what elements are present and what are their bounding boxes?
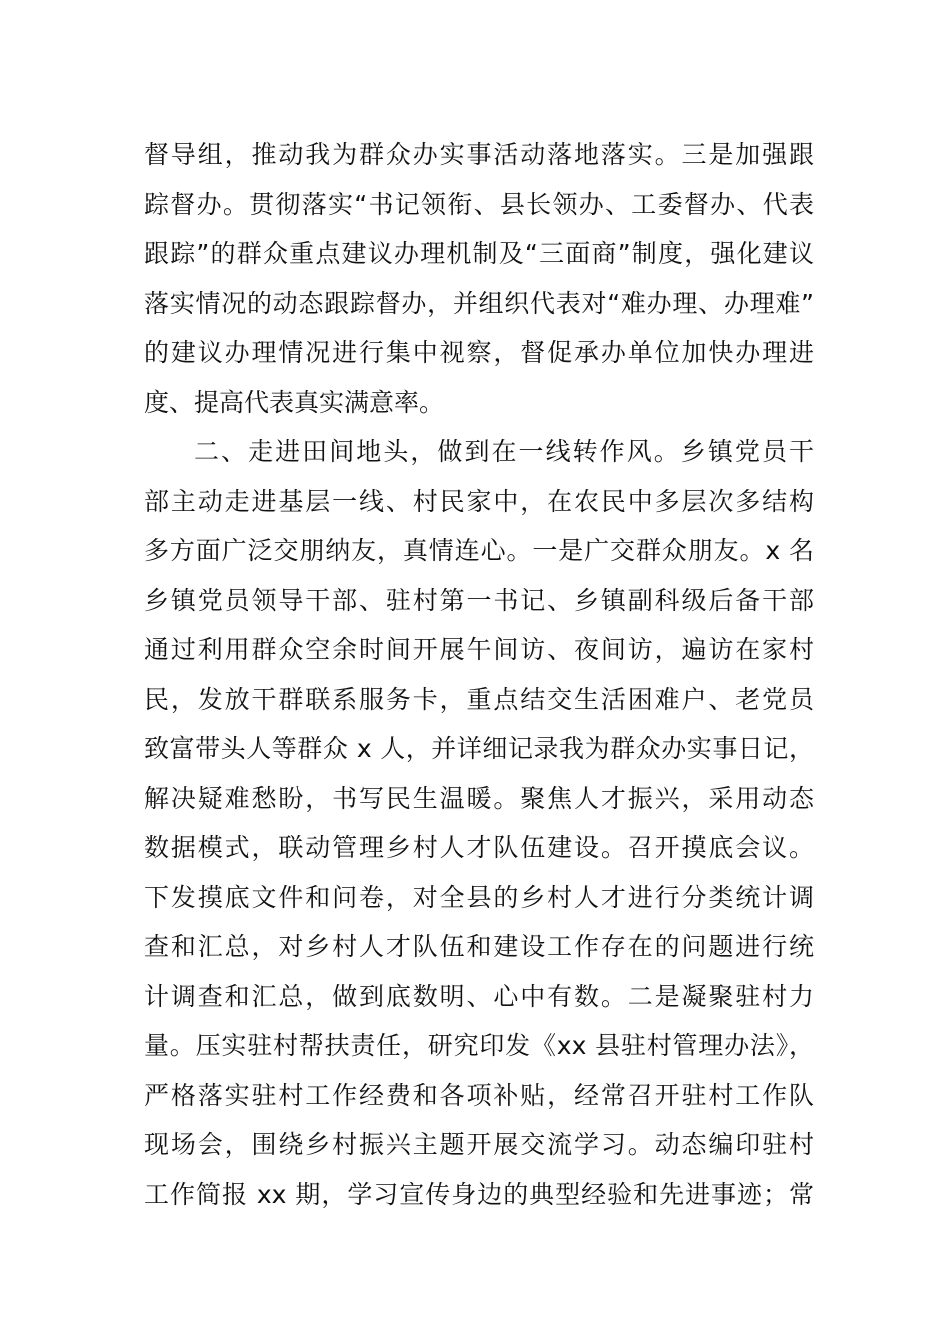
text-line: 乡镇党员领导干部、驻村第一书记、乡镇副科级后备干部 [144,585,814,615]
text-line: 现场会，围绕乡村振兴主题开展交流学习。动态编印驻村 [144,1130,814,1159]
text-line: 数据模式，联动管理乡村人才队伍建设。召开摸底会议。 [144,833,814,862]
text-line: 解决疑难愁盼，书写民生温暖。聚焦人才振兴，采用动态 [144,783,814,813]
text-line: 下发摸底文件和问卷，对全县的乡村人才进行分类统计调 [144,882,814,912]
text-line: 量。压实驻村帮扶责任，研究印发《xx 县驻村管理办法》， [144,1031,814,1060]
document-body [144,130,814,1219]
text-line: 计调查和汇总，做到底数明、心中有数。二是凝聚驻村力 [144,981,814,1011]
text-line: 查和汇总，对乡村人才队伍和建设工作存在的问题进行统 [144,932,814,961]
text-line: 的建议办理情况进行集中视察，督促承办单位加快办理进 [144,338,814,367]
text-line: 跟踪”的群众重点建议办理机制及“三面商”制度，强化建议 [144,239,814,268]
text-line: 部主动走进基层一线、村民家中，在农民中多层次多结构 [144,486,814,516]
text-line: 工作简报 xx 期，学习宣传身边的典型经验和先进事迹；常 [144,1179,814,1209]
text-line: 严格落实驻村工作经费和各项补贴，经常召开驻村工作队 [144,1080,814,1110]
text-line: 通过利用群众空余时间开展午间访、夜间访，遍访在家村 [144,635,814,664]
text-line: 督导组，推动我为群众办实事活动落地落实。三是加强跟 [144,140,814,169]
text-line: 多方面广泛交朋纳友，真情连心。一是广交群众朋友。x 名 [144,536,814,565]
text-line: 致富带头人等群众 x 人，并详细记录我为群众办实事日记， [144,734,814,763]
text-line: 民，发放干群联系服务卡，重点结交生活困难户、老党员 [144,684,814,714]
section-heading-line: 二、走进田间地头，做到在一线转作风。乡镇党员干 [194,437,814,466]
text-line: 踪督办。贯彻落实“书记领衔、县长领办、工委督办、代表 [144,189,814,219]
text-line: 落实情况的动态跟踪督办，并组织代表对“难办理、办理难” [144,288,814,318]
text-line: 度、提高代表真实满意率。 [144,387,445,417]
